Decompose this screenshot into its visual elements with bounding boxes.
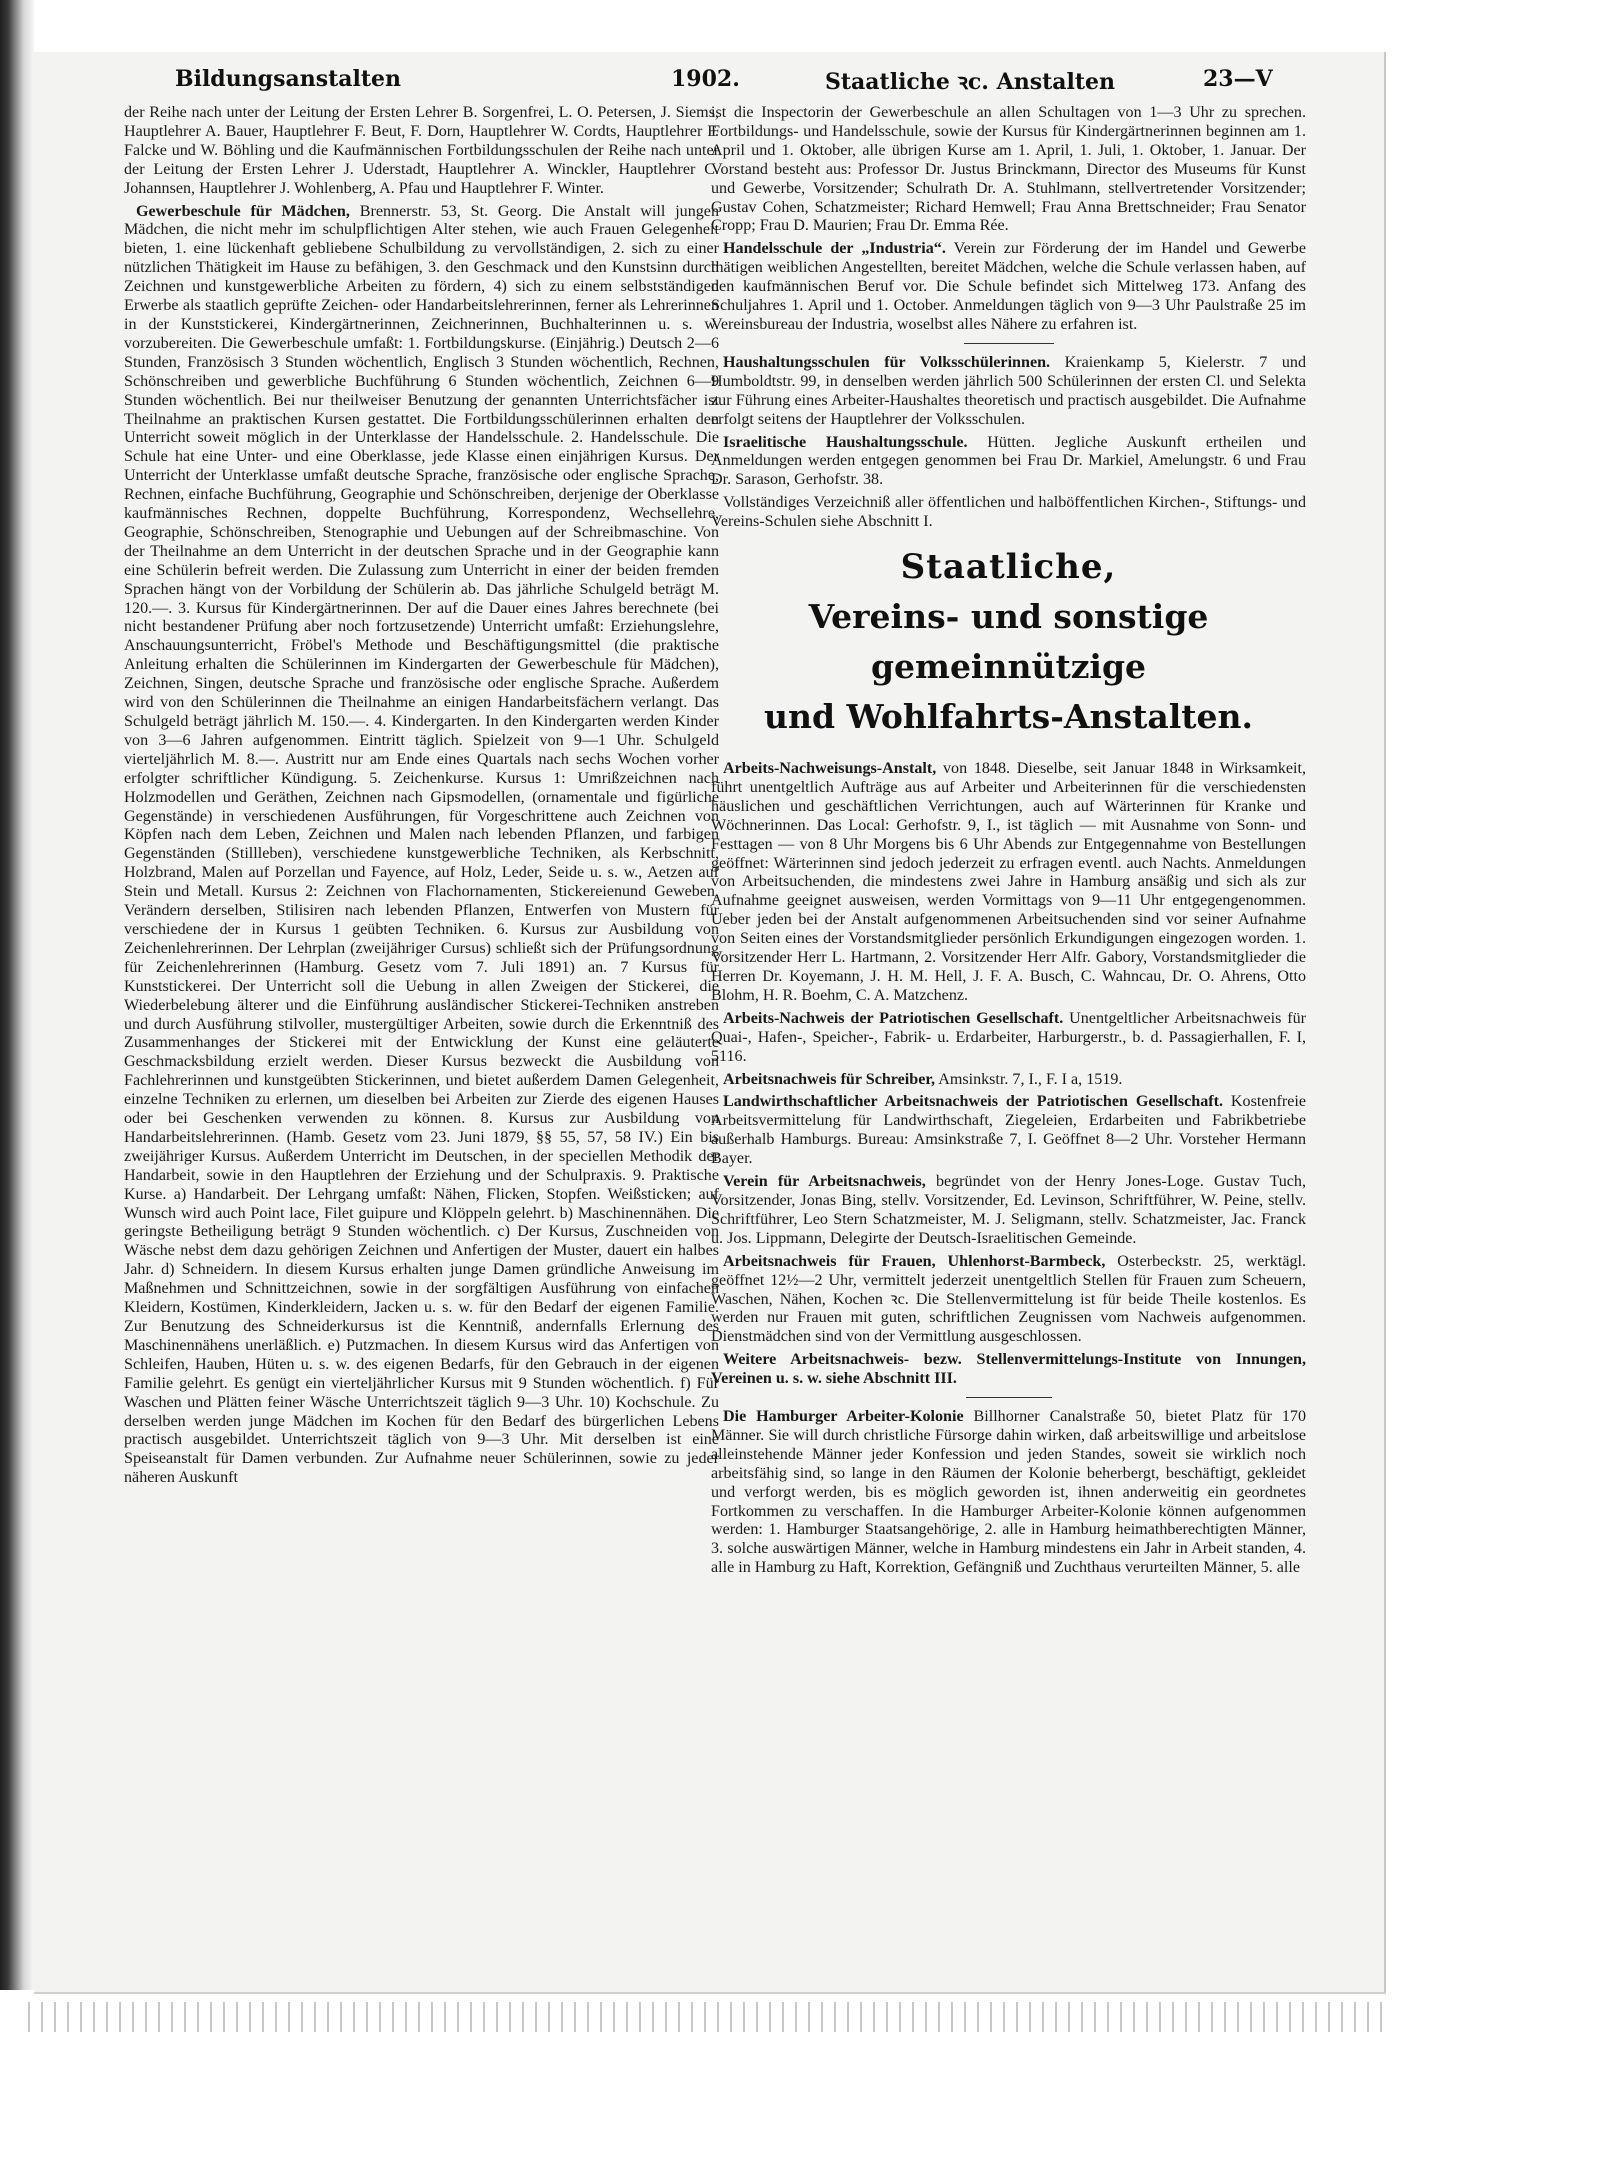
paragraph-haushaltungsschulen: [711, 354, 1306, 430]
entry-title: Die Hamburger Arbeiter-Kolonie: [723, 1408, 964, 1426]
section-heading: [711, 542, 1306, 742]
paragraph-gewerbeschule: [124, 203, 719, 1489]
header-left-section-title: Bildungsanstalten: [175, 66, 402, 92]
entry-body-haushaltungsschulen: Kraienkamp 5, Kielerstr. 7 und Humboldtstr. 99, in denselben werden jährlich 500 Schülerinnen der ersten Cl. und Selekta zur Führung eines Arbeiter-Haushaltes theoretisch und practisch ausgebildet. Die Aufnahme erfolgt seitens der Hauptlehrer der Volksschulen.: [711, 353, 1307, 428]
paragraph-verzeichniss: Vollständiges Verzeichniß aller öffentlichen und halböffentlichen Kirchen-, Stiftungs- und Vereins-Schulen siehe Abschnitt I.: [711, 494, 1306, 531]
entry-body: Amsinkstr. 7, I., F. I a, 1519.: [935, 1070, 1123, 1088]
entry-title: Arbeitsnachweis für Schreiber,: [723, 1070, 936, 1088]
entry-schreiber: [711, 1071, 1306, 1090]
entry-title: Landwirthschaftlicher Arbeitsnachweis der Patriotischen Gesellschaft.: [723, 1093, 1224, 1111]
entry-title: Weitere Arbeitsnachweis- bezw. Stellenvermittelungs-Institute von Innungen, Vereinen u. s. w. siehe Abschnitt III.: [711, 1351, 1306, 1388]
entry-title: Arbeits-Nachweisungs-Anstalt,: [723, 760, 937, 778]
entry-arbeits-nachweisungs-anstalt: [711, 760, 1306, 1006]
entry-body: von 1848. Dieselbe, seit Januar 1848 in Wirksamkeit, führt unentgeltlich Aufträge aus auf Arbeiter und Arbeiterinnen für die verschiedensten häuslichen und geschäftlichen Verrichtungen, auch auf Wärterinnen für Kranke und Wöchnerinnen. Das Local: Gerhofstr. 9, I., ist täglich — mit Ausnahme von Sonn- und Festtagen — von 8 Uhr Morgens bis 6 Uhr Abends zur Entgegennahme von Bestellungen geöffnet: Wärterinnen sind jedoch jederzeit zu erfragen eventl. auch Nachts. Anmeldungen von Arbeitsuchenden, die mindestens zwei Jahre in Hamburg ansäßig und sich als zur Aufnahme geeignet ausweisen, werden Vormittags von 9—11 Uhr entgegengenommen. Ueber jeden bei der Anstalt aufgenommenen Arbeitsuchenden sind vor seiner Aufnahme von Seiten eines der Vorstandsmitglieder persönlich Erkundigungen eingezogen worden. 1. Vorsitzender Herr L. Hartmann, 2. Vorsitzender Herr Alfr. Gabory, Vorstandsmitglieder die Herren Dr. Koyemann, J. H. M. Hell, J. F. A. Busch, C. Wahncau, Dr. O. Ahrens, Otto Blohm, H. R. Boehm, C. A. Matzchenz.: [711, 760, 1306, 1004]
section-heading-line-1: Staatliche,: [900, 547, 1117, 588]
entry-patriotische-gesellschaft: [711, 1010, 1306, 1067]
entry-body: Billhorner Canalstraße 50, bietet Platz für 170 Männer. Sie will durch christliche Fürsorge dahin wirken, daß arbeitswillige und arbeitslose alleinstehende Männer jeder Konfession und jeden Standes, soweit sie wirklich noch arbeitsfähig sind, so lange in den Räumen der Kolonie beherbergt, beschäftigt, gekleidet und verforgt werden, bis es möglich geworden ist, ihnen anderweitig ein geordnetes Fortkommen zu verschaffen. In die Hamburger Arbeiter-Kolonie können aufgenommen werden: 1. Hamburger Staatsangehörige, 2. alle in Hamburg heimathberechtigten Männer, 3. solche auswärtigen Männer, welche in Hamburg mindestens ein Jahr in Arbeit standen, 4. alle in Hamburg zu Haft, Korrektion, Gefängniß und Zuchthaus verurteilten Männer, 5. alle: [711, 1408, 1307, 1577]
entry-body: Unentgeltlicher Arbeitsnachweis für Quai-, Hafen-, Speicher-, Fabrik- u. Erdarbeiter, Harburgerstr., b. d. Passagierhallen, F. I, 5116.: [711, 1009, 1306, 1065]
book-gutter-shadow: [0, 0, 34, 1990]
entry-body-gewerbeschule: Brennerstr. 53, St. Georg. Die Anstalt will jungen Mädchen, die nicht mehr im schulpflichtigen Alter stehen, wie auch Frauen Gelegenheit bieten, 1. eine lückenhaft gebliebene Schulbildung zu vervollständigen, 2. sich zu einer nützlichen Thätigkeit im Hause zu befähigen, 3. den Geschmack und den Kunstsinn durch Zeichnen und kunstgewerbliche Arbeiten zu fördern, 4) sich zu einem selbstständigen Erwerbe als staatlich geprüfte Zeichen- oder Handarbeitslehrerinnen, ferner als Lehrerinnen in der Kunststickerei, Kindergärtnerinnen, Zeichnerinnen, Buchhalterinnen u. s. w. vorzubereiten. Die Gewerbeschule umfaßt: 1. Fortbildungskurse. (Einjährig.) Deutsch 2—6 Stunden, Französisch 3 Stunden wöchentlich, Englisch 3 Stunden wöchentlich, Rechnen, Schönschreiben und gewerbliche Buchführung 6 Stunden wöchentlich, Zeichnen 6—9 Stunden wöchentlich. Bei nur theilweiser Benutzung der genannten Unterrichtsfächer ist Theilnahme an praktischen Kursen gestattet. Die Fortbildungsschülerinnen erhalten den Unterricht soweit möglich in der Unterklasse der Handelsschule. 2. Handelsschule. Die Schule hat eine Unter- und eine Oberklasse, jede Klasse einen einjährigen Kursus. Der Unterricht der Unterklasse umfaßt deutsche Sprache, französische oder englische Sprache, Rechnen, einfache Buchführung, Geographie und Schönschreiben, derjenige der Oberklasse kaufmännisches Rechnen, doppelte Buchführung, Korrespondenz, Wechsellehre, Geographie, Schönschreiben, Stenographie und Uebungen auf der Schreibmaschine. Von der Theilnahme an dem Unterricht in der deutschen Sprache und in der Geographie kann eine Schülerin befreit werden. Die Zulassung zum Unterricht in einer der beiden fremden Sprachen hängt von der Vorbildung der Schülerin ab. Das jährliche Schulgeld beträgt M. 120.—. 3. Kursus für Kindergärtnerinnen. Der auf die Dauer eines Jahres berechnete (bei nicht bestandener Prüfung aber noch fortzusetzende) Unterricht umfaßt: Erziehungslehre, Anschauungsunterricht, Fröbel's Methode und Beschäftigungsmittel (die praktische Anleitung erhalten die Schülerinnen im Kindergarten der Gewerbeschule für Mädchen), Zeichnen, Singen, deutsche Sprache und französische oder englische Sprache. Außerdem wird von den Schülerinnen die Theilnahme an einigen Handarbeitsfächern verlangt. Das Schulgeld beträgt jährlich M. 150.—. 4. Kindergarten. In den Kindergarten werden Kinder von 3—6 Jahren aufgenommen. Eintritt täglich. Spielzeit von 9—1 Uhr. Schulgeld vierteljährlich M. 8.—. Austritt nur am Ende eines Quartals nach sechs Wochen vorher erfolgter schriftlicher Kündigung. 5. Zeichenkurse. Kursus 1: Umrißzeichnen nach Holzmodellen und Geräthen, Zeichnen nach Gipsmodellen, (ornamentale und figürliche Gegenstände) in verschiedenen Ausführungen, für Vorgeschrittene auch Zeichnen von Köpfen nach dem Leben, Zeichnen und Malen nach lebenden Pflanzen, und farbigen Gegenständen (Stillleben), verschiedene kunstgewerbliche Techniken, als Kerbschnitt, Holzbrand, Malen auf Porzellan und Fayence, auf Holz, Leder, Seide u. s. w., Aetzen auf Stein und Metall. Kursus 2: Zeichnen von Flachornamenten, Stickereienund Geweben, Verändern derselben, Stilisiren nach lebenden Pflanzen, Entwerfen von Mustern für verschiedene der in Kursus 1 geübten Techniken. 6. Kursus zur Ausbildung von Zeichenlehrerinnen. Der Lehrplan (zweijähriger Cursus) schließt sich der Prüfungsordnung für Zeichenlehrerinnen (Hamburg. Gesetz vom 7. Juli 1891) an. 7 Kursus für Kunststickerei. Der Unterricht soll die Uebung in allen Zweigen der Stickerei, die Wiederbelebung älterer und die Einführung ausländischer Stickerei-Techniken anstreben und durch Ausführung stilvoller, mustergültiger Arbeiten, sowie durch die Erkenntniß des Zusammenhanges der Stickerei mit der Entwicklung der Kunst eine geläuterte Geschmacksbildung erzielt werden. Dieser Kursus bezweckt die Ausbildung von Fachlehrerinnen und kunstgeübten Stickerinnen, und bietet außerdem Damen Gelegenheit, einzelne Techniken zu erlernen, um dieselben bei Arbeiten zur Zierde des eigenen Hauses oder bei Geschenken verwenden zu können. 8. Kursus zur Ausbildung von Handarbeitslehrerinnen. (Hamb. Gesetz vom 23. Juni 1879, §§ 55, 57, 58 IV.) Ein bis zweijähriger Kursus. Außerdem Unterricht im Deutschen, in der speciellen Methodik der Handarbeit, sowie in den Hauptlehren der Erziehung und der Schulpraxis. 9. Praktische Kurse. a) Handarbeit. Der Lehrgang umfaßt: Nähen, Flicken, Stopfen. Weißsticken; auf Wunsch wird auch Point lace, Filet guipure und Klöppeln gelehrt. b) Maschinennähen. Die geringste Betheiligung beträgt 9 Stunden wöchentlich. c) Der Kursus, Zuschneiden von Wäsche nebst dem dazu gehörigen Zeichnen und Anfertigen der Muster, dauert ein halbes Jahr. d) Schneidern. In diesem Kursus erhalten junge Damen gründliche Anweisung im Maßnehmen und Schnittzeichnen, sowie in der sorgfältigen Ausführung von einfachen Kleidern, Kostümen, Kinderkleidern, Jacken u. s. w. für den Bedarf der eigenen Familie. Zur Benutzung des Schneiderkursus ist die Kenntniß, andernfalls Erlernung des Maschinennähens unerläßlich. e) Putzmachen. In diesem Kursus wird das Anfertigen von Schleifen, Hauben, Hüten u. s. w. des eigenen Bedarfs, für den Gebrauch in der eigenen Familie gelehrt. Es genügt ein vierteljährlicher Kursus mit 9 Stunden wöchentlich. f) Für Waschen und Plätten feiner Wäsche Unterrichtszeit täglich 9—3 Uhr. 10) Kochschule. Zu derselben werden junge Mädchen im Kochen für den Bedarf des bürgerlichen Lebens practisch ausgebildet. Unterrichtszeit täglich von 9—3 Uhr. Mit derselben ist eine Speiseanstalt für Damen verbunden. Zur Aufnahme neuer Schülerinnen, sowie zu jeder näheren Auskunft: [124, 202, 719, 1487]
header-center-title: Staatliche ꝛc. Anstalten: [825, 69, 1116, 95]
entry-title: Arbeitsnachweis für Frauen, Uhlenhorst-Barmbeck,: [723, 1252, 1106, 1270]
entry-landwirthschaftlicher: [711, 1093, 1306, 1169]
entry-title-gewerbeschule: Gewerbeschule für Mädchen,: [136, 202, 350, 220]
section-heading-line-3: und Wohlfahrts-Anstalten.: [764, 697, 1253, 737]
entry-body: begründet von der Henry Jones-Loge. Gustav Tuch, Vorsitzender, Jonas Bing, stellv. Vorsitzender, Ed. Levinson, Schriftführer, W. Peine, stellv. Schriftführer, Leo Stern Schatzmeister, M. J. Seligmann, stellv. Schatzmeister, Jac. Franck u. Jos. Lippmann, Delegirte der Deutsch-Israelitischen Gemeinde.: [711, 1173, 1307, 1247]
entry-arbeitsnachweis-frauen: [711, 1253, 1306, 1348]
paragraph-industria: [711, 240, 1306, 335]
entry-arbeiter-kolonie: [711, 1408, 1306, 1578]
entry-body-israelitische: Hütten. Jegliche Auskunft ertheilen und Anmeldungen werden entgegen genommen bei Frau Dr. Markiel, Amelungstr. 6 und Frau Dr. Sarason, Gerhofstr. 38.: [711, 433, 1307, 489]
entry-body: Kostenfreie Arbeitsvermittelung für Landwirthschaft, Ziegeleien, Erdarbeiten und Fabrikbetriebe außerhalb Hamburgs. Bureau: Amsinkstraße 7, I. Geöffnet 8—2 Uhr. Vorsteher Hermann Bayer.: [711, 1093, 1307, 1168]
section-divider: [966, 1397, 1052, 1398]
running-header: [175, 66, 1283, 96]
right-column: [711, 104, 1306, 1824]
paragraph-teachers: der Reihe nach unter der Leitung der Ersten Lehrer B. Sorgenfrei, L. O. Petersen, J. Siems, Hauptlehrer A. Bauer, Hauptlehrer F. Beut, F. Dorn, Hauptlehrer W. Cordts, Hauptlehrer F. Falcke und W. Böhling und die Kaufmännischen Fortbildungsschulen der Reihe nach unter der Leitung der Ersten Lehrer J. Uderstadt, Hauptlehrer A. Winckler, Hauptlehrer C. Johannsen, Hauptlehrer J. Wohlenberg, A. Pfau und Hauptlehrer F. Winter.: [124, 104, 719, 197]
entry-title-israelitische: Israelitische Haushaltungsschule.: [723, 433, 968, 451]
entry-title-industria: Handelsschule der „Industria“.: [723, 240, 946, 258]
left-column: [124, 104, 719, 1824]
entry-weitere-arbeitsnachweis: [711, 1351, 1306, 1389]
paragraph-inspectorin: ist die Inspectorin der Gewerbeschule an allen Schultagen von 1—3 Uhr zu sprechen. Fortbildungs- und Handelsschule, sowie der Kursus für Kindergärtnerinnen beginnen am 1. April und 1. Oktober, alle übrigen Kurse am 1. April, 1. Juli, 1. Oktober, 1. Januar. Der Vorstand besteht aus: Professor Dr. Justus Brinckmann, Director des Museums für Kunst und Gewerbe, Vorsitzender; Schulrath Dr. A. Stuhlmann, stellvertretender Vorsitzender; Gustav Cohen, Schatzmeister; Richard Hemwell; Frau Anna Brettschneider; Frau Senator Cropp; Frau D. Maurien; Frau Dr. Emma Rée.: [711, 104, 1306, 235]
entry-verein-arbeitsnachweis: [711, 1173, 1306, 1249]
entry-body: Osterbeckstr. 25, werktägl. geöffnet 12½—2 Uhr, vermittelt jederzeit unentgeltlich Stellen für Frauen zum Scheuern, Waschen, Nähen, Kochen ꝛc. Die Stellenvermittelung ist für beide Theile kostenlos. Es werden nur Frauen mit guten, schriftlichen Zeugnissen vom Nachweis aufgenommen. Dienstmädchen sind von der Vermittlung ausgeschlossen.: [711, 1252, 1306, 1346]
paragraph-israelitische: [711, 434, 1306, 491]
header-year: 1902.: [671, 66, 740, 92]
entry-body-industria: Verein zur Förderung der im Handel und Gewerbe thätigen weiblichen Angestellten, bereitet Mädchen, welche die Schule verlassen haben, auf den kaufmännischen Beruf vor. Die Schule befindet sich Mittelweg 173. Anfang des Schuljahres 1. April und 1. October. Anmeldungen täglich von 9—3 Uhr Paulstraße 25 im Vereinsbureau der Industria, woselbst alles Nähere zu erfahren ist.: [711, 240, 1306, 333]
entry-title: Verein für Arbeitsnachweis,: [723, 1173, 926, 1191]
section-divider: [964, 343, 1054, 344]
entry-title: Arbeits-Nachweis der Patriotischen Gesellschaft.: [723, 1009, 1064, 1027]
section-heading-line-2: Vereins- und sonstige gemeinnützige: [808, 597, 1209, 687]
header-page-number: 23—V: [1203, 66, 1273, 92]
entry-title-haushaltungsschulen: Haushaltungsschulen für Volksschülerinnen.: [723, 353, 1051, 371]
